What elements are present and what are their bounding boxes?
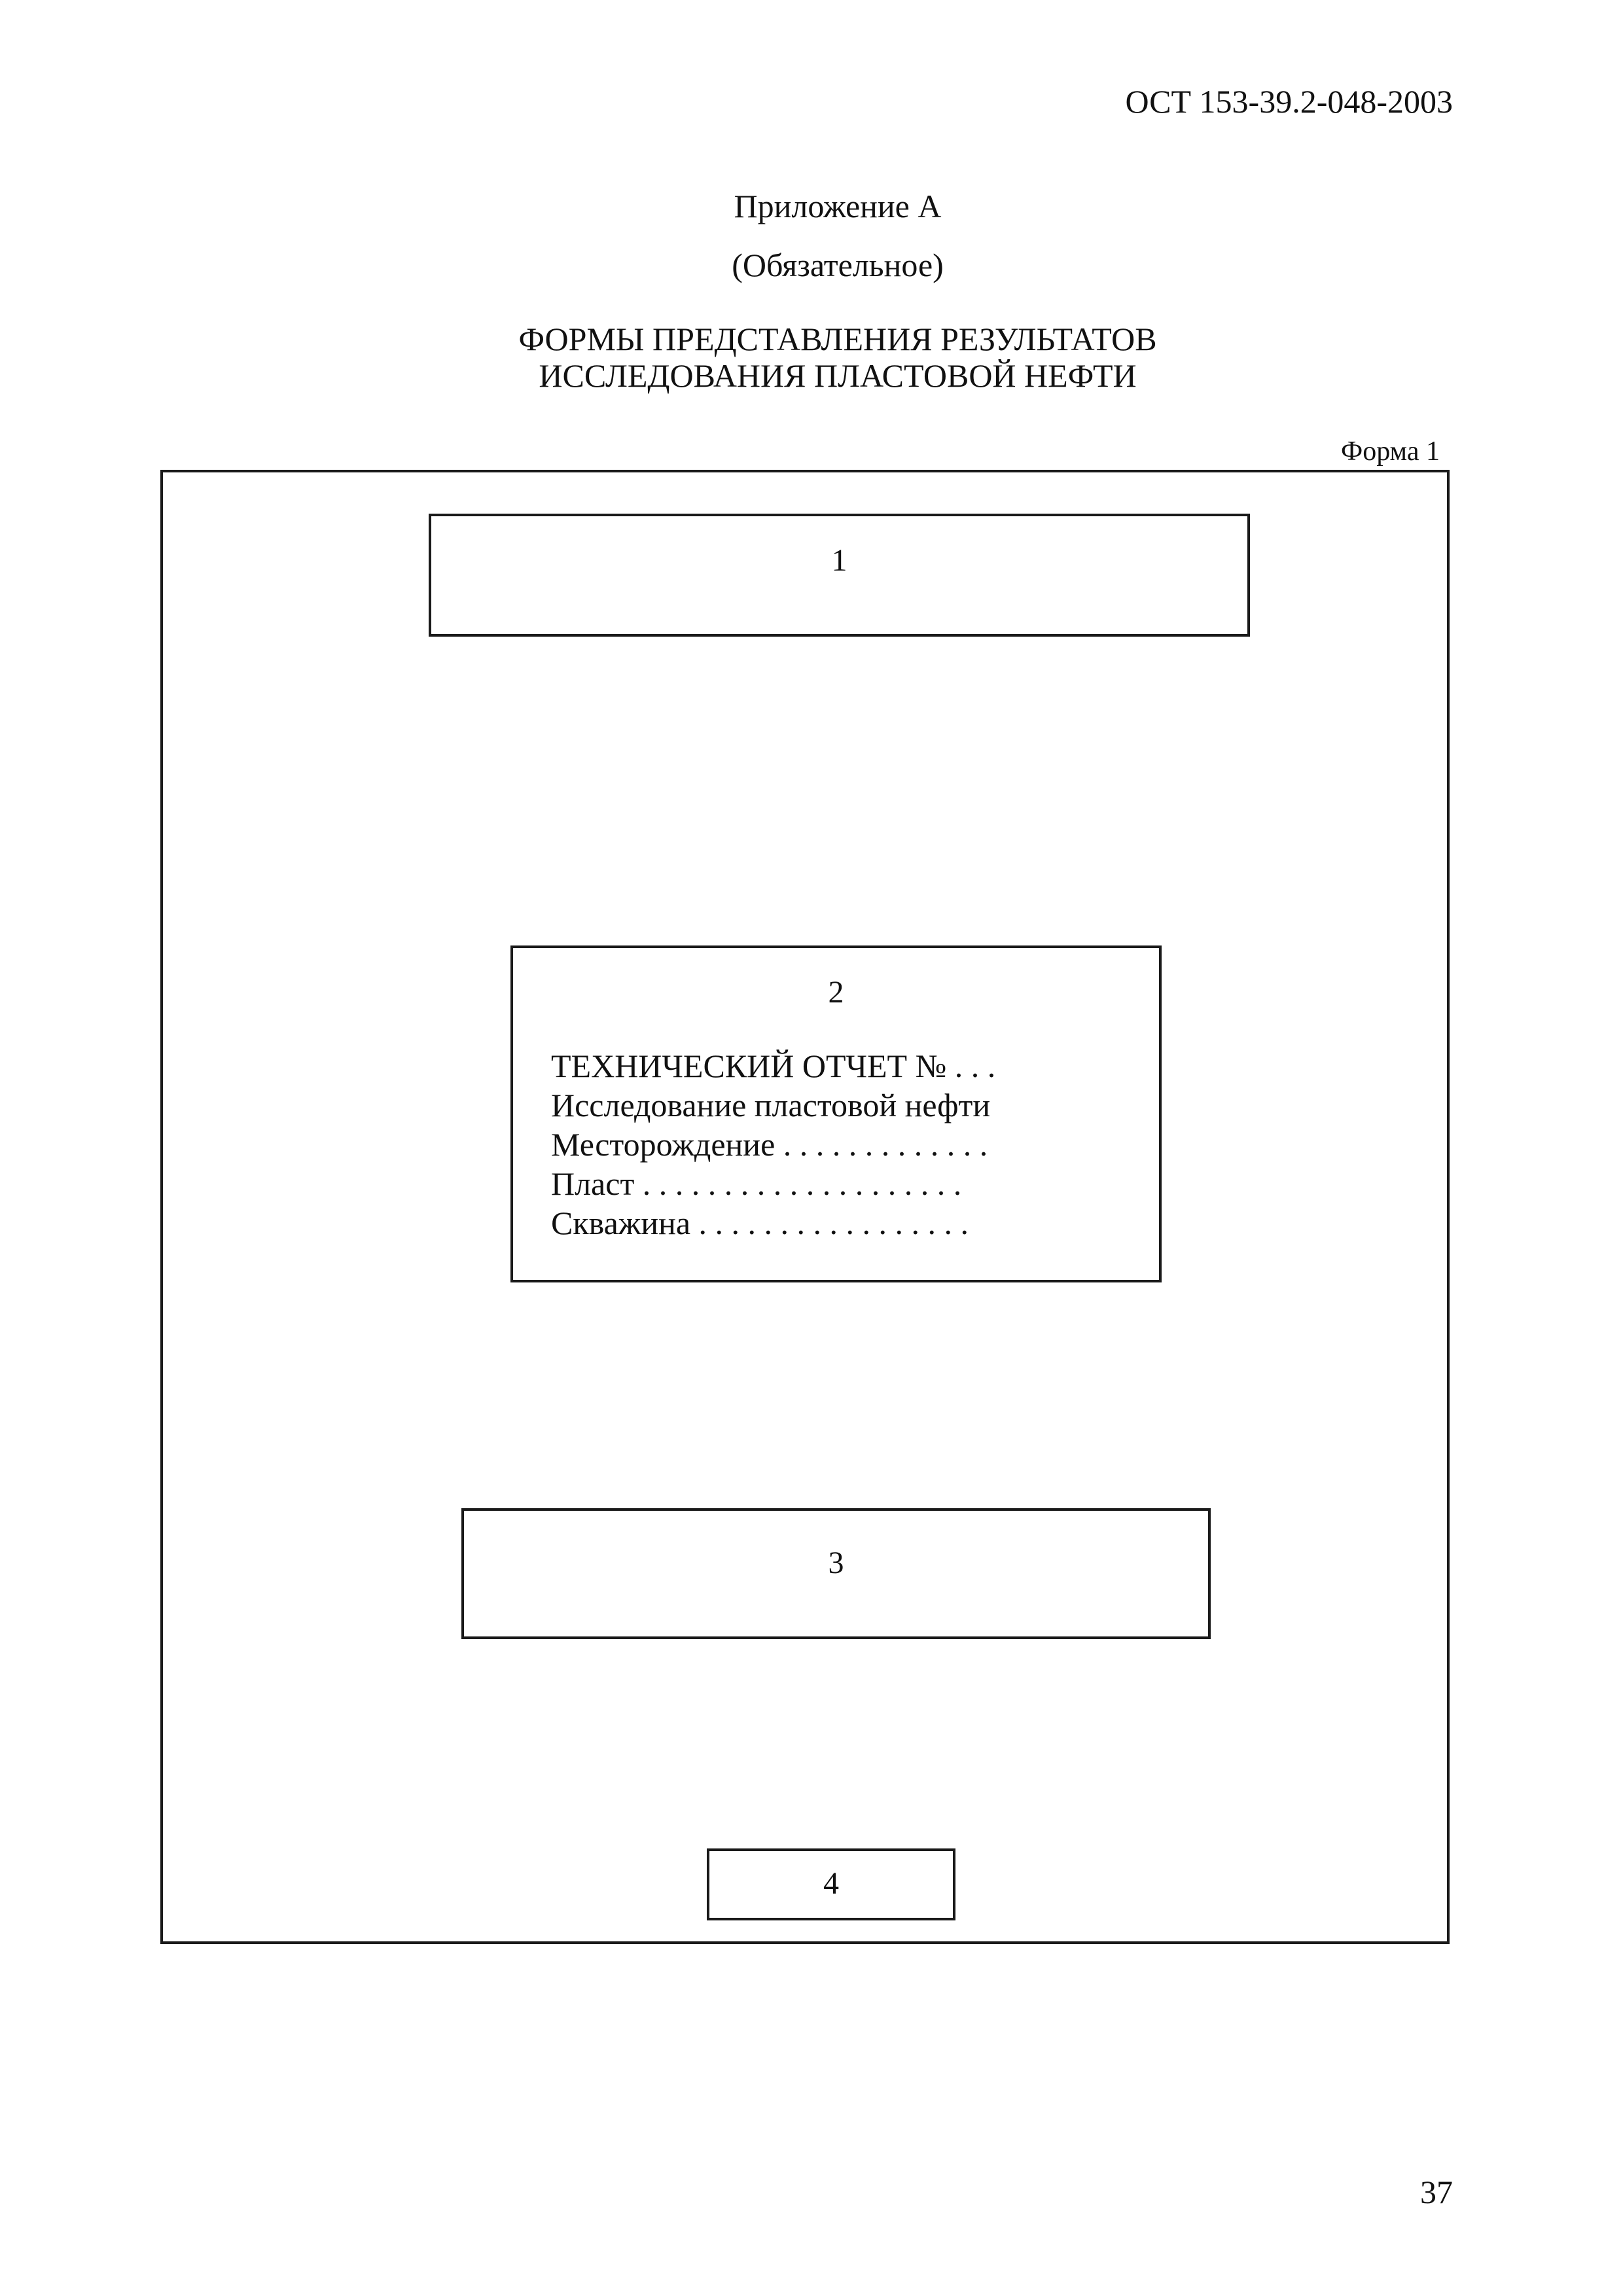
page-number: 37 <box>1420 2174 1453 2210</box>
document-code: ОСТ 153-39.2-048-2003 <box>1125 83 1453 120</box>
form-block-3 <box>461 1508 1211 1639</box>
form-block-2 <box>510 945 1162 1282</box>
appendix-note: (Обязательное) <box>732 247 944 283</box>
form-block-1-number: 1 <box>831 543 847 578</box>
reservoir-line: Пласт . . . . . . . . . . . . . . . . . . . . <box>551 1165 962 1202</box>
section-heading <box>0 321 1623 394</box>
section-heading-line-2: ИССЛЕДОВАНИЯ ПЛАСТОВОЙ НЕФТИ <box>539 357 1137 394</box>
appendix-title: Приложение А <box>734 188 942 224</box>
report-title-line: ТЕХНИЧЕСКИЙ ОТЧЕТ № . . . <box>551 1048 996 1084</box>
form-block-2-lines <box>551 1046 1146 1243</box>
section-heading-line-1: ФОРМЫ ПРЕДСТАВЛЕНИЯ РЕЗУЛЬТАТОВ <box>518 321 1157 357</box>
well-line: Скважина . . . . . . . . . . . . . . . . . <box>551 1205 969 1241</box>
field-line: Месторождение . . . . . . . . . . . . . <box>551 1126 988 1163</box>
form-block-4-number: 4 <box>823 1866 839 1901</box>
form-block-2-number: 2 <box>828 975 844 1010</box>
form-block-4 <box>707 1848 955 1920</box>
form-block-3-number: 3 <box>828 1545 844 1580</box>
report-subject-line: Исследование пластовой нефти <box>551 1087 991 1123</box>
form-block-1 <box>429 514 1250 637</box>
form-label: Форма 1 <box>1341 436 1440 467</box>
